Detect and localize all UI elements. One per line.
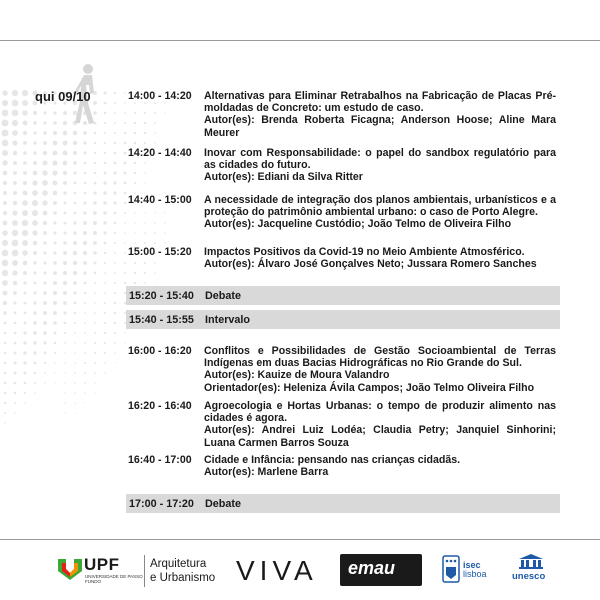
viva-text: VIVA <box>236 555 318 586</box>
band-label: Intervalo <box>205 314 251 326</box>
session-time: 15:00 - 15:20 <box>128 246 192 258</box>
band-label: Debate <box>205 290 242 302</box>
emau-box <box>340 554 422 586</box>
session-authors: Autor(es): Kauize de Moura Valandro <box>204 369 390 382</box>
band-label: Debate <box>205 498 242 510</box>
session-body <box>204 194 556 231</box>
band-time: 15:20 - 15:40 <box>129 290 194 302</box>
session-time: 16:20 - 16:40 <box>128 400 192 412</box>
logo-divider <box>144 555 145 587</box>
session-body <box>204 400 556 449</box>
isec-shield-icon <box>442 555 460 583</box>
session-time: 16:40 - 17:00 <box>128 454 192 466</box>
session-body <box>204 345 556 394</box>
department-line-2: e Urbanismo <box>150 572 216 584</box>
unesco-name: unesco <box>512 571 546 582</box>
unesco-logo <box>508 553 558 589</box>
upf-logo <box>57 553 143 589</box>
session-body <box>204 147 556 184</box>
band-time: 15:40 - 15:55 <box>129 314 194 326</box>
upf-name: UPF <box>84 555 120 574</box>
top-divider <box>0 40 600 41</box>
unesco-temple-icon <box>517 553 545 569</box>
session-time: 14:00 - 14:20 <box>128 90 192 102</box>
session-authors: Autor(es): Álvaro José Gonçalves Neto; Jussara Romero Sanches <box>204 258 537 271</box>
session-time: 16:00 - 16:20 <box>128 345 192 357</box>
halftone-dots-decoration <box>0 88 210 448</box>
session-title: A necessidade de integração dos planos ambientais, urbanísticos e a proteção do patrimônio ambiental urbano: o caso de Porto Alegre. <box>204 194 556 219</box>
upf-subtitle: UNIVERSIDADE DE PASSO FUNDO <box>85 574 143 584</box>
isec-lisboa-logo <box>442 555 504 585</box>
session-authors: Autor(es): Brenda Roberta Ficagna; Anderson Hoose; Aline Mara Meurer <box>204 114 556 139</box>
upf-mark-icon <box>57 555 83 581</box>
session-authors: Autor(es): Andrei Luiz Lodéa; Claudia Petry; Janquiel Sinhorini; Luana Carmen Barros Souza <box>204 424 556 449</box>
session-time: 14:20 - 14:40 <box>128 147 192 159</box>
isec-subtitle: lisboa <box>463 569 487 579</box>
session-authors: Autor(es): Jacqueline Custódio; João Telmo de Oliveira Filho <box>204 218 512 231</box>
session-authors: Autor(es): Marlene Barra <box>204 466 329 479</box>
viva-emau-logo <box>230 554 422 586</box>
intervalo-band <box>126 310 560 329</box>
bottom-divider <box>0 539 600 540</box>
session-title: Impactos Positivos da Covid-19 no Meio Ambiente Atmosférico. <box>204 246 525 258</box>
emau-text: emau <box>348 558 396 578</box>
band-time: 17:00 - 17:20 <box>129 498 194 510</box>
session-time: 14:40 - 15:00 <box>128 194 192 206</box>
session-body <box>204 454 556 478</box>
session-title: Cidade e Infância: pensando nas crianças cidadãs. <box>204 454 461 466</box>
viva-box <box>230 554 340 586</box>
session-body <box>204 90 556 139</box>
debate-band <box>126 494 560 513</box>
footer-logos <box>0 545 600 600</box>
session-title: Agroecologia e Hortas Urbanas: o tempo de produzir alimento nas cidades é agora. <box>204 400 556 425</box>
isec-name: isec <box>463 560 481 570</box>
department-name <box>150 557 215 585</box>
department-line-1: Arquitetura <box>150 558 207 570</box>
session-title: Conflitos e Possibilidades de Gestão Socioambiental de Terras Indígenas em duas Bacias Hidrográficas no Rio Grande do Sul. <box>204 345 556 370</box>
session-authors: Autor(es): Ediani da Silva Ritter <box>204 171 363 184</box>
day-label: qui 09/10 <box>35 89 91 104</box>
session-body <box>204 246 556 270</box>
session-advisors: Orientador(es): Heleniza Ávila Campos; João Telmo Oliveira Filho <box>204 381 535 394</box>
session-title: Alternativas para Eliminar Retrabalhos na Fabricação de Placas Pré-moldadas de Concreto: um estudo de caso. <box>204 90 556 115</box>
session-title: Inovar com Responsabilidade: o papel do sandbox regulatório para as cidades do futuro. <box>204 147 556 172</box>
debate-band <box>126 286 560 305</box>
